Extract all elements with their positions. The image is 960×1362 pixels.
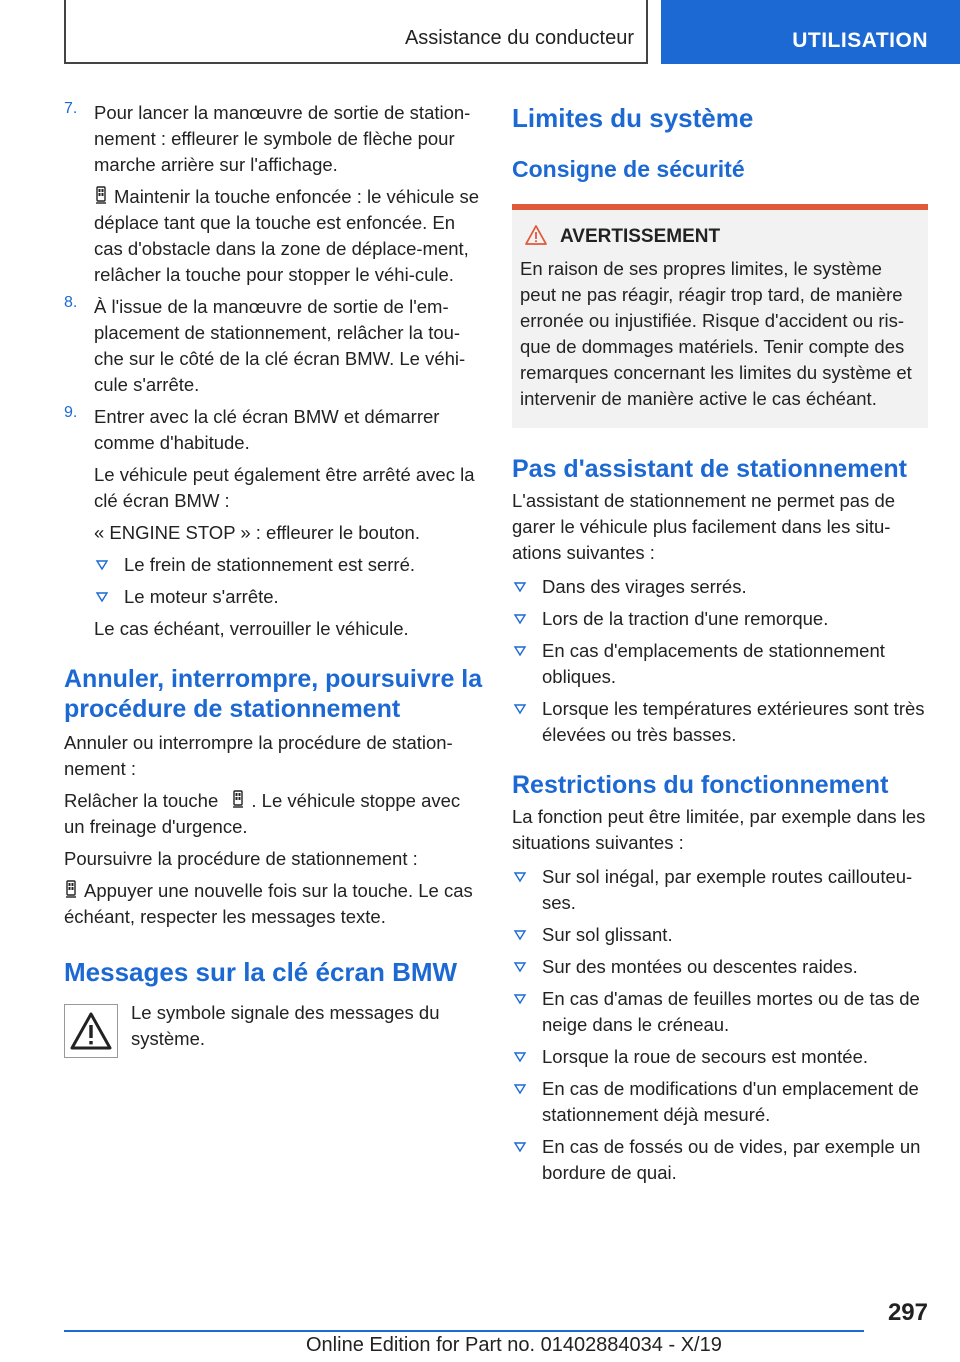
- list-item: [94, 552, 484, 578]
- restrictions-list: [512, 864, 928, 1186]
- restrictions-heading: Restrictions du fonctionnement: [512, 771, 889, 799]
- list-item-text: Le frein de stationnement est serré.: [124, 554, 416, 575]
- list-item-text: En cas d'emplacements de stationnement obliques.: [542, 640, 885, 687]
- triangle-bullet-icon: [94, 557, 110, 573]
- triangle-bullet-icon: [512, 611, 528, 627]
- messages-text: Le symbole signale des messages du système.: [131, 1002, 440, 1049]
- list-item: [512, 986, 928, 1038]
- list-item: [512, 606, 928, 632]
- left-column: [64, 100, 484, 1060]
- step-9: [64, 404, 484, 456]
- header-section-box: [64, 0, 648, 64]
- cancel-paragraph-3: Poursuivre la procédure de stationnement :: [64, 848, 418, 869]
- edition-note: Online Edition for Part no. 01402884034 - X/19: [306, 1334, 722, 1356]
- key-button-icon: [231, 790, 245, 810]
- triangle-bullet-icon: [512, 1049, 528, 1065]
- footer-divider: [64, 1330, 864, 1332]
- step-9-bullet-list: [94, 552, 484, 610]
- list-item: [512, 864, 928, 916]
- triangle-bullet-icon: [512, 1081, 528, 1097]
- restrictions-intro: La fonction peut être limitée, par exemple dans les situations suivantes :: [512, 806, 926, 853]
- list-item: [512, 1076, 928, 1128]
- step-8: [64, 294, 484, 398]
- warning-text: En raison de ses propres limites, le système peut ne pas réagir, réagir trop tard, de manière erronée ou injustifiée. Risque d'accident ou ris-que de dommages matériels. Tenir compte des remarques concernant les limites du système et intervenir de manière active le cas échéant.: [520, 258, 912, 409]
- warning-title-row: [520, 224, 920, 250]
- key-button-icon: [94, 186, 108, 206]
- list-item: [512, 1134, 928, 1186]
- triangle-bullet-icon: [94, 589, 110, 605]
- triangle-bullet-icon: [512, 869, 528, 885]
- header-chapter-title: UTILISATION: [792, 29, 928, 52]
- list-item-text: Sur sol glissant.: [542, 924, 673, 945]
- triangle-bullet-icon: [512, 991, 528, 1007]
- list-item: [512, 696, 928, 748]
- warning-triangle-icon: [524, 224, 548, 246]
- step-text: À l'issue de la manœuvre de sortie de l'em-placement de stationnement, relâcher la tou-che sur le côté de la clé écran BMW. Le véhi-cule s'arrête.: [94, 296, 466, 395]
- cancel-paragraph-2-start: Relâcher la touche: [64, 790, 219, 811]
- list-item-text: Sur des montées ou descentes raides.: [542, 956, 858, 977]
- cancel-paragraph-2-end: . Le véhicule stoppe avec un freinage d'urgence.: [64, 790, 461, 837]
- header-section-title: Assistance du conducteur: [404, 27, 634, 49]
- header-chapter-tab: [661, 0, 960, 64]
- step-number: 8.: [64, 294, 78, 311]
- cancel-paragraph-4-text: Appuyer une nouvelle fois sur la touche. Le cas échéant, respecter les messages texte.: [64, 880, 473, 927]
- step-7: [64, 100, 484, 178]
- list-item-text: En cas d'amas de feuilles mortes ou de tas de neige dans le créneau.: [542, 988, 920, 1035]
- step-number: 7.: [64, 100, 78, 117]
- limits-heading: Limites du système: [512, 103, 754, 133]
- list-item-text: Lorsque les températures extérieures sont très élevées ou très basses.: [542, 698, 925, 745]
- messages-symbol-row: [64, 1000, 484, 1060]
- list-item-text: Dans des virages serrés.: [542, 576, 747, 597]
- no-assist-intro: L'assistant de stationnement ne permet pas de garer le véhicule plus facilement dans les situ-ations suivantes :: [512, 490, 896, 563]
- messages-heading: Messages sur la clé écran BMW: [64, 957, 458, 987]
- no-assist-list: [512, 574, 928, 748]
- list-item-text: En cas de modifications d'un emplacement de stationnement déjà mesuré.: [542, 1078, 919, 1125]
- list-item-text: Lorsque la roue de secours est montée.: [542, 1046, 868, 1067]
- cancel-paragraph-4: [64, 878, 484, 930]
- step-9-paragraph-2: « ENGINE STOP » : effleurer le bouton.: [94, 522, 420, 543]
- no-assist-heading: Pas d'assistant de stationnement: [512, 455, 907, 483]
- cancel-heading: Annuler, interrompre, poursuivre la procédure de stationnement: [64, 665, 483, 723]
- triangle-bullet-icon: [512, 701, 528, 717]
- step-text: Pour lancer la manœuvre de sortie de station-nement : effleurer le symbole de flèche pour marche arrière sur l'affichage.: [94, 102, 471, 175]
- right-column: [512, 100, 928, 1192]
- list-item: [512, 922, 928, 948]
- list-item: [512, 638, 928, 690]
- safety-heading: Consigne de sécurité: [512, 156, 745, 182]
- triangle-bullet-icon: [512, 1139, 528, 1155]
- list-item: [512, 954, 928, 980]
- step-7-note: [64, 184, 484, 288]
- step-9-paragraph-3: Le cas échéant, verrouiller le véhicule.: [94, 618, 409, 639]
- page-number: 297: [887, 1299, 928, 1326]
- triangle-bullet-icon: [512, 927, 528, 943]
- step-7-note-text: Maintenir la touche enfoncée : le véhicule se déplace tant que la touche est enfoncée. En cas d'obstacle dans la zone de déplace-ment, relâcher la touche pour stopper le véhi-cule.: [94, 186, 480, 285]
- step-text: Entrer avec la clé écran BMW et démarrer comme d'habitude.: [94, 406, 440, 453]
- list-item: [512, 1044, 928, 1070]
- list-item-text: En cas de fossés ou de vides, par exemple un bordure de quai.: [542, 1136, 921, 1183]
- cancel-paragraph-2: [64, 788, 484, 840]
- triangle-bullet-icon: [512, 959, 528, 975]
- list-item-text: Sur sol inégal, par exemple routes caillouteu-ses.: [542, 866, 913, 913]
- triangle-bullet-icon: [512, 643, 528, 659]
- cancel-paragraph-1: Annuler ou interrompre la procédure de station-nement :: [64, 732, 453, 779]
- list-item-text: Le moteur s'arrête.: [124, 586, 279, 607]
- list-item-text: Lors de la traction d'une remorque.: [542, 608, 829, 629]
- warning-title: AVERTISSEMENT: [560, 226, 721, 247]
- list-item: [512, 574, 928, 600]
- triangle-bullet-icon: [512, 579, 528, 595]
- list-item: [94, 584, 484, 610]
- warning-symbol-box: [64, 1004, 118, 1058]
- step-9-paragraph-1: Le véhicule peut également être arrêté avec la clé écran BMW :: [94, 464, 475, 511]
- warning-triangle-icon: [69, 1011, 113, 1051]
- key-button-icon: [64, 880, 78, 900]
- step-number: 9.: [64, 404, 78, 421]
- warning-box: [512, 210, 928, 428]
